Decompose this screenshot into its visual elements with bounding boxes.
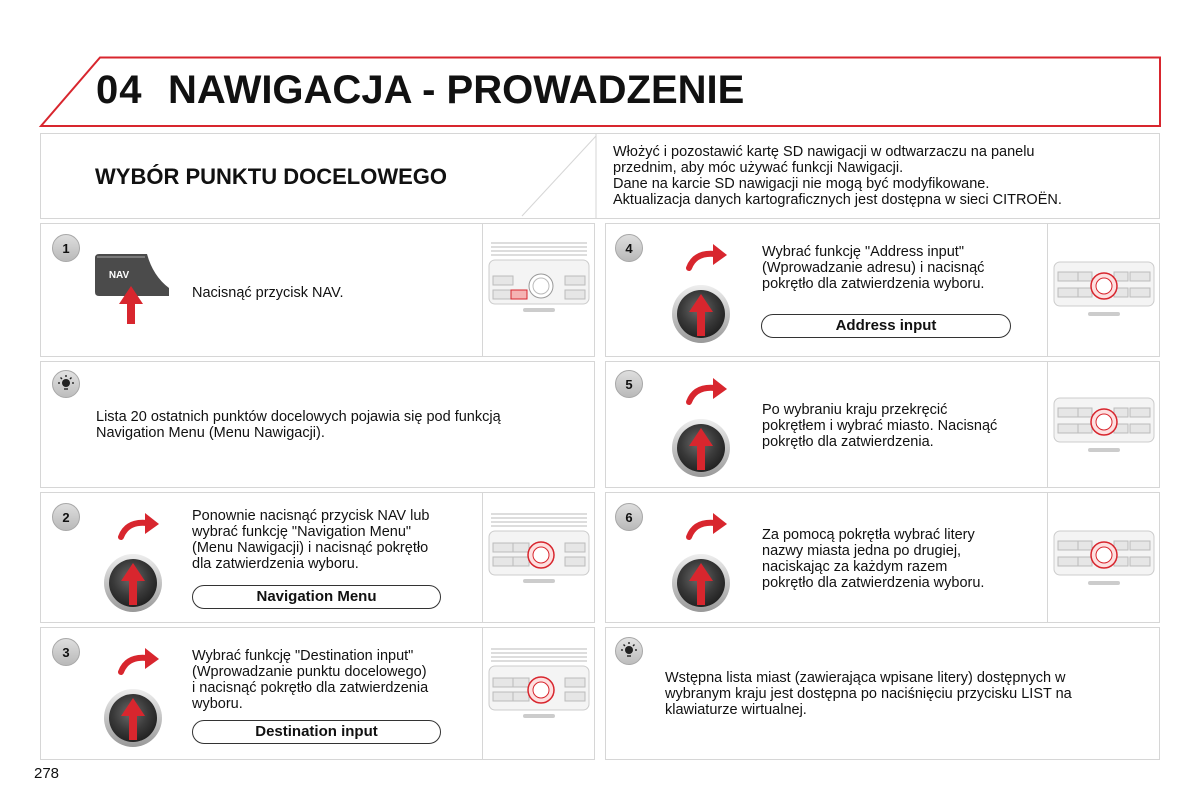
step-line: i nacisnąć pokrętło dla zatwierdzenia <box>192 680 429 696</box>
step-5-text <box>762 402 997 450</box>
intro-note-line: przednim, aby móc używać funkcji Nawigacji. <box>613 160 904 176</box>
radio-panel-thumb <box>482 628 595 759</box>
rotary-knob-icon <box>669 507 739 617</box>
step-2-text <box>192 508 429 572</box>
page-title: NAWIGACJA - PROWADZENIE <box>168 68 745 112</box>
intro-note-line: Włożyć i pozostawić kartę SD nawigacji w odtwarzaczu na panelu <box>613 144 1035 160</box>
step-1-panel <box>40 223 595 357</box>
radio-panel-thumb <box>482 493 595 622</box>
step-line: nazwy miasta jedna po drugiej, <box>762 543 962 559</box>
tip-1-panel <box>40 361 595 488</box>
radio-panel-thumb <box>1047 224 1160 356</box>
intro-note-line: Dane na karcie SD nawigacji nie mogą być modyfikowane. <box>613 176 990 192</box>
tip-1-text <box>96 409 501 441</box>
rotate-arrow-icon <box>689 378 727 402</box>
step-number: 4 <box>615 234 643 262</box>
step-line: pokrętło dla zatwierdzenia wyboru. <box>762 575 985 591</box>
radio-panel-illustration <box>483 628 595 759</box>
step-line: (Wprowadzanie punktu docelowego) <box>192 664 427 680</box>
step-3-text <box>192 648 428 712</box>
step-2-panel <box>40 492 595 623</box>
step-line: Ponownie nacisnąć przycisk NAV lub <box>192 508 430 524</box>
step-line: Wybrać funkcję "Address input" <box>762 244 964 260</box>
step-3-panel <box>40 627 595 760</box>
step-number: 2 <box>52 503 80 531</box>
lightbulb-glyph <box>53 371 79 397</box>
rotate-arrow-icon <box>689 513 727 537</box>
page-number: 278 <box>34 765 60 782</box>
step-line: wyboru. <box>192 696 243 712</box>
lightbulb-icon <box>615 637 643 665</box>
step-line: (Wprowadzanie adresu) i nacisnąć <box>762 260 985 276</box>
rotate-arrow-icon <box>121 648 159 672</box>
nav-button-icon <box>91 252 171 330</box>
radio-panel-illustration <box>1048 362 1160 487</box>
menu-option-address-input: Address input <box>761 314 1011 338</box>
intro-divider <box>520 134 600 218</box>
step-1-text: Nacisnąć przycisk NAV. <box>192 285 344 301</box>
rotary-knob-icon <box>101 642 171 752</box>
step-number: 3 <box>52 638 80 666</box>
chapter-number: 04 <box>96 68 143 112</box>
rotate-arrow-icon <box>121 513 159 537</box>
step-number: 1 <box>52 234 80 262</box>
radio-panel-illustration <box>1048 493 1160 622</box>
step-number: 6 <box>615 503 643 531</box>
rotate-arrow-icon <box>689 244 727 268</box>
radio-panel-illustration <box>483 493 595 622</box>
step-line: pokrętło dla zatwierdzenia. <box>762 434 934 450</box>
section-title: WYBÓR PUNKTU DOCELOWEGO <box>95 164 447 189</box>
step-4-panel <box>605 223 1160 357</box>
step-5-panel <box>605 361 1160 488</box>
tip-line: Wstępna lista miast (zawierająca wpisane litery) dostępnych w <box>665 670 1066 686</box>
step-line: (Menu Nawigacji) i nacisnąć pokrętło <box>192 540 429 556</box>
tip-line: Navigation Menu (Menu Nawigacji). <box>96 425 325 441</box>
step-line: wybrać funkcję "Navigation Menu" <box>192 524 412 540</box>
intro-note-line: Aktualizacja danych kartograficznych jest dostępna w sieci CITROËN. <box>613 192 1062 208</box>
radio-panel-lines <box>491 242 587 256</box>
tip-2-text <box>665 670 1072 718</box>
step-line: Po wybraniu kraju przekręcić <box>762 402 948 418</box>
nav-button-label: NAV <box>108 270 130 281</box>
rotary-knob-icon <box>669 372 739 482</box>
rotary-knob-icon <box>669 238 739 348</box>
radio-panel-thumb <box>482 224 595 356</box>
step-6-panel <box>605 492 1160 623</box>
step-line: dla zatwierdzenia wyboru. <box>192 556 359 572</box>
rotary-knob-icon <box>101 507 171 617</box>
lightbulb-icon <box>52 370 80 398</box>
intro-note <box>613 144 1062 208</box>
menu-option-destination-input: Destination input <box>192 720 441 744</box>
tip-2-panel <box>605 627 1160 760</box>
tip-line: wybranym kraju jest dostępna po naciśnięciu przycisku LIST na <box>665 686 1072 702</box>
step-line: pokrętłem i wybrać miasto. Nacisnąć <box>762 418 998 434</box>
radio-panel-illustration <box>1048 224 1160 356</box>
tip-line: Lista 20 ostatnich punktów docelowych pojawia się pod funkcją <box>96 409 501 425</box>
menu-option-navigation-menu: Navigation Menu <box>192 585 441 609</box>
step-line: Za pomocą pokrętła wybrać litery <box>762 527 975 543</box>
tip-line: klawiaturze wirtualnej. <box>665 702 807 718</box>
step-6-text <box>762 527 984 591</box>
step-line: Wybrać funkcję "Destination input" <box>192 648 414 664</box>
lightbulb-glyph <box>616 638 642 664</box>
radio-panel-illustration <box>483 224 595 356</box>
step-4-text <box>762 244 984 292</box>
radio-panel-thumb <box>1047 362 1160 487</box>
step-number: 5 <box>615 370 643 398</box>
step-line: pokrętło dla zatwierdzenia wyboru. <box>762 276 985 292</box>
radio-panel-thumb <box>1047 493 1160 622</box>
step-line: naciskając za każdym razem <box>762 559 948 575</box>
